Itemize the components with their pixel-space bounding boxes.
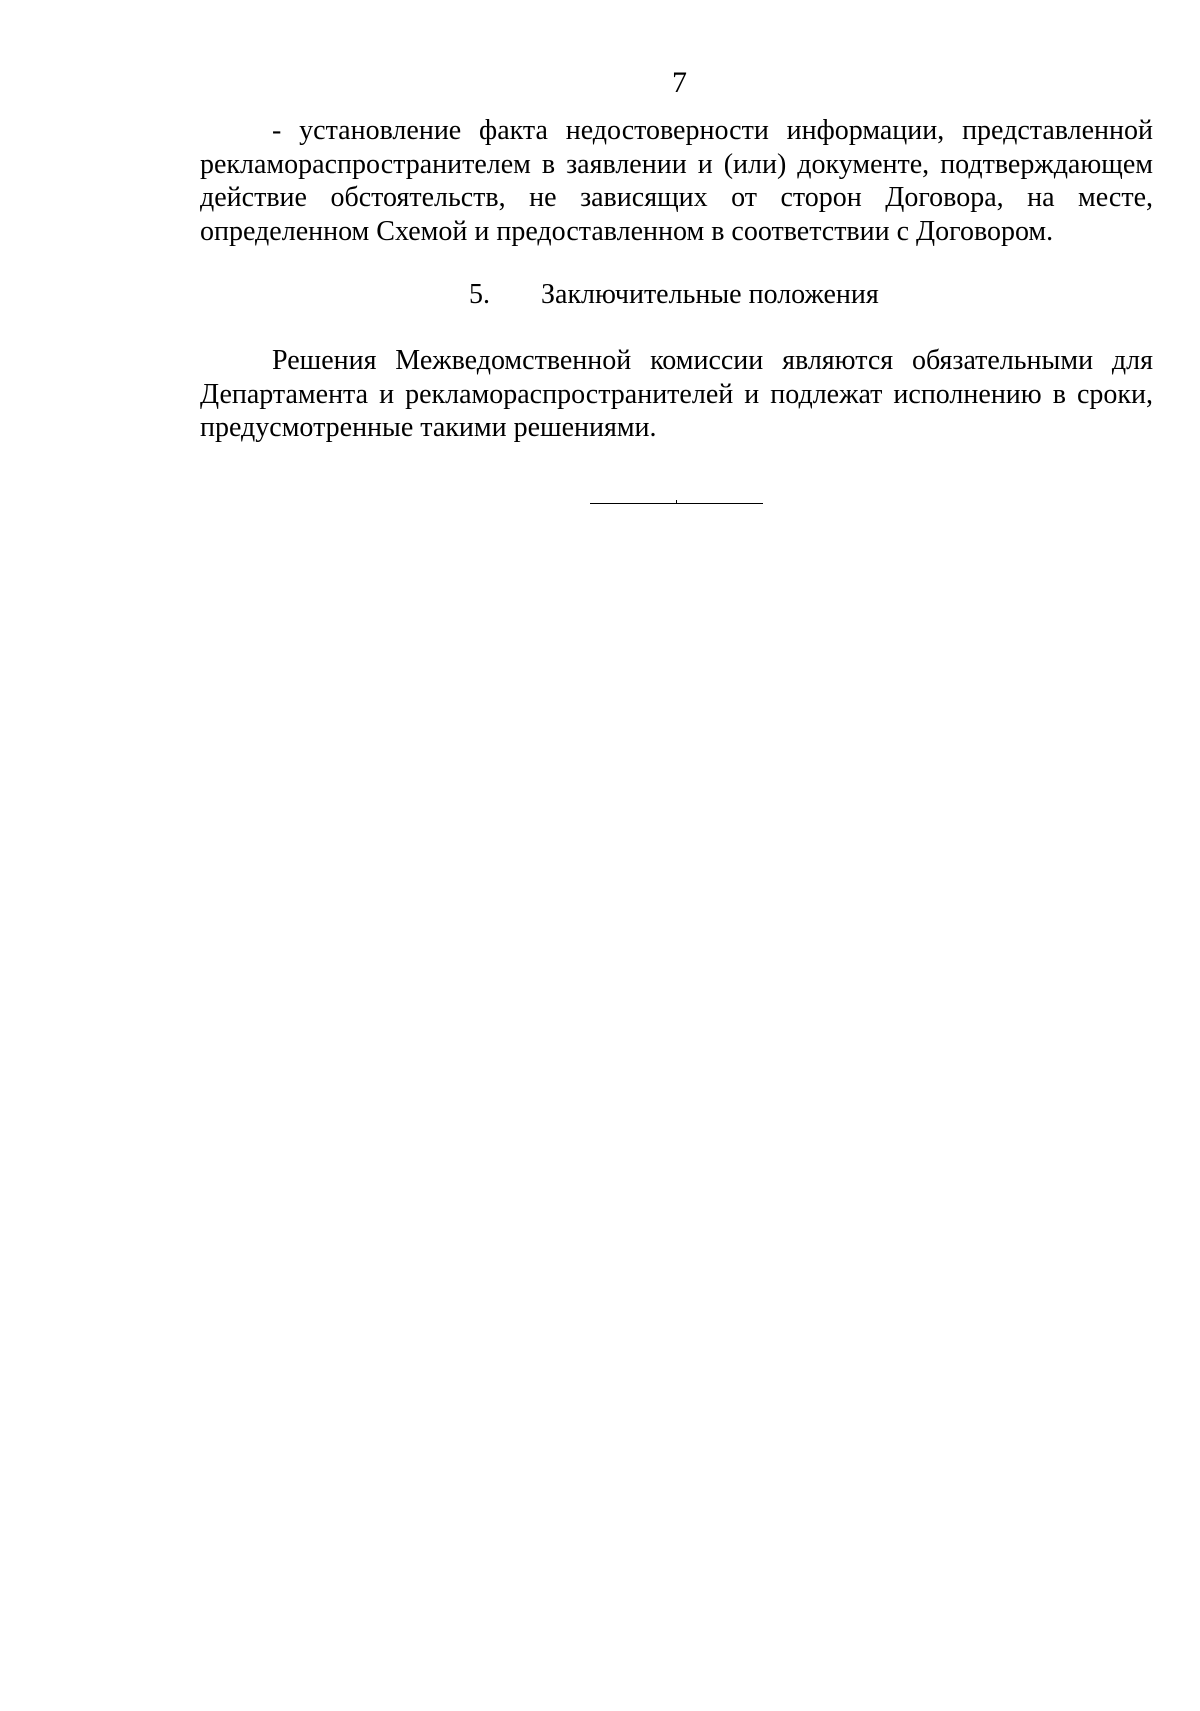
paragraph-line: Решения Межведомственной комиссии являются обязательными для bbox=[272, 345, 1153, 376]
end-of-document-rule bbox=[590, 503, 763, 504]
section-heading bbox=[469, 278, 879, 312]
paragraph-line: - установление факта недостоверности информации, представленной bbox=[272, 115, 1153, 146]
section-number: 5. bbox=[469, 279, 490, 310]
paragraph-line: Департамента и рекламораспространителей и подлежат исполнению в сроки, bbox=[200, 378, 1153, 410]
section-title: Заключительные положения bbox=[541, 279, 879, 310]
paragraph-invalid-information bbox=[200, 114, 1153, 248]
paragraph-final-provisions bbox=[200, 344, 1153, 445]
page-number: 7 bbox=[672, 66, 687, 99]
paragraph-line: предусмотренные такими решениями. bbox=[200, 412, 657, 443]
paragraph-line: рекламораспространителем в заявлении и (или) документе, подтверждающем bbox=[200, 148, 1153, 180]
paragraph-line: определенном Схемой и предоставленном в соответствии с Договором. bbox=[200, 215, 1054, 247]
paragraph-line: действие обстоятельств, не зависящих от сторон Договора, на месте, bbox=[200, 182, 1153, 213]
rule-tick bbox=[676, 500, 677, 503]
